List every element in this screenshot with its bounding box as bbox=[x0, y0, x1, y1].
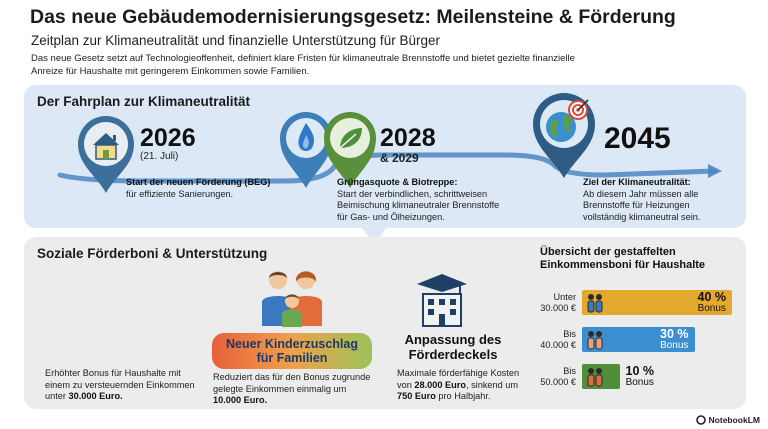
foerderdeckel-title-2: Förderdeckels bbox=[408, 347, 498, 362]
foerderdeckel-amount-1: 28.000 Euro bbox=[414, 379, 466, 390]
chart-value-label: 10 % Bonus bbox=[625, 363, 654, 388]
chart-value-label: 30 % Bonus bbox=[660, 327, 689, 351]
chart-bar bbox=[582, 364, 620, 389]
milestone-2-body: Start der verbindlichen, schrittweisen Beimischung klimaneutraler Brennstoffe für Gas- und Ölheizungen. bbox=[337, 188, 500, 222]
graduate-building-icon bbox=[415, 272, 469, 328]
family-icon bbox=[258, 266, 326, 328]
milestone-1-body: für effiziente Sanierungen. bbox=[126, 188, 234, 199]
intro-text: Das neue Gesetz setzt auf Technologieoffenheit, definiert klare Fristen für klimaneutrale Brennstoffe und bietet gezielte finanzielle Anreize für Haushalte mit geringerem Einkommen sowie Familien. bbox=[31, 53, 575, 77]
chart-value-label: 40 % Bonus bbox=[697, 290, 726, 314]
foerderdeckel-body-1: Maximale förderfähige Kosten von bbox=[397, 368, 520, 390]
kinderzuschlag-body: Reduziert das für den Bonus zugrunde gelegte Einkommen einmalig um bbox=[213, 372, 371, 394]
chart-category-label: Bis 50.000 € bbox=[540, 365, 576, 387]
income-bonus-amount: 30.000 Euro. bbox=[68, 391, 123, 401]
milestone-2-heading: Grüngasquote & Biotreppe: bbox=[337, 177, 458, 187]
milestone-3-text bbox=[583, 177, 733, 223]
foerderdeckel-text bbox=[397, 368, 522, 403]
milestone-3-heading: Ziel der Klimaneutralität: bbox=[583, 177, 691, 187]
foerderdeckel-body-2: , sinkend um bbox=[465, 379, 519, 390]
milestone-2-year-sub: & 2029 bbox=[380, 151, 419, 165]
milestone-1-year: 2026 bbox=[140, 124, 196, 152]
page-subtitle: Zeitplan zur Klimaneutralität und finanzielle Unterstützung für Bürger bbox=[31, 33, 440, 48]
chart-title-1: Übersicht der gestaffelten bbox=[540, 246, 676, 258]
milestone-1-heading: Start der neuen Förderung (BEG) bbox=[126, 177, 271, 187]
household-icon bbox=[584, 330, 606, 350]
kinderzuschlag-title-1: Neuer Kinderzuschlag bbox=[226, 337, 358, 351]
kinderzuschlag-text bbox=[213, 372, 373, 407]
notebooklm-icon bbox=[696, 415, 706, 425]
milestone-3-body: Ab diesem Jahr müssen alle Brennstoffe für Heizungen vollständig klimaneutral sein. bbox=[583, 188, 701, 222]
kinderzuschlag-badge bbox=[212, 333, 372, 369]
foerderdeckel-title-1: Anpassung des bbox=[404, 332, 502, 347]
chart-title-2: Einkommensboni für Haushalte bbox=[540, 259, 706, 271]
logo-text: NotebookLM bbox=[708, 415, 760, 425]
notebooklm-logo bbox=[696, 415, 760, 425]
income-bonus-body: Erhöhter Bonus für Haushalte mit einem zu versteuernden Einkommen unter bbox=[45, 368, 195, 401]
social-title: Soziale Förderboni & Unterstützung bbox=[37, 246, 268, 261]
chart-category-label: Unter 30.000 € bbox=[540, 291, 576, 313]
foerderdeckel-title bbox=[398, 332, 508, 362]
chart-bar bbox=[582, 327, 695, 352]
milestone-2-text bbox=[337, 177, 507, 223]
chart-row bbox=[530, 358, 740, 395]
milestone-3-year: 2045 bbox=[604, 122, 671, 155]
chart-row bbox=[530, 284, 740, 321]
household-icon bbox=[584, 293, 606, 313]
chart-category-label: Bis 40.000 € bbox=[540, 328, 576, 350]
income-bonus-chart bbox=[530, 284, 740, 394]
household-icon bbox=[584, 367, 606, 387]
page-title: Das neue Gebäudemodernisierungsgesetz: Meilensteine & Förderung bbox=[30, 6, 676, 28]
milestone-1-year-sub: (21. Juli) bbox=[140, 151, 179, 162]
roadmap-title: Der Fahrplan zur Klimaneutralität bbox=[37, 94, 251, 109]
chart-bar bbox=[582, 290, 732, 315]
foerderdeckel-body-3: pro Halbjahr. bbox=[438, 391, 491, 401]
kinderzuschlag-amount: 10.000 Euro. bbox=[213, 395, 268, 405]
income-bonus-text bbox=[45, 368, 195, 403]
chart-row bbox=[530, 321, 740, 358]
chart-title bbox=[540, 246, 705, 272]
milestone-2-year: 2028 bbox=[380, 124, 436, 152]
kinderzuschlag-title-2: für Familien bbox=[256, 351, 328, 365]
foerderdeckel-amount-2: 750 Euro bbox=[397, 391, 436, 401]
globe-target-icon bbox=[530, 90, 600, 180]
